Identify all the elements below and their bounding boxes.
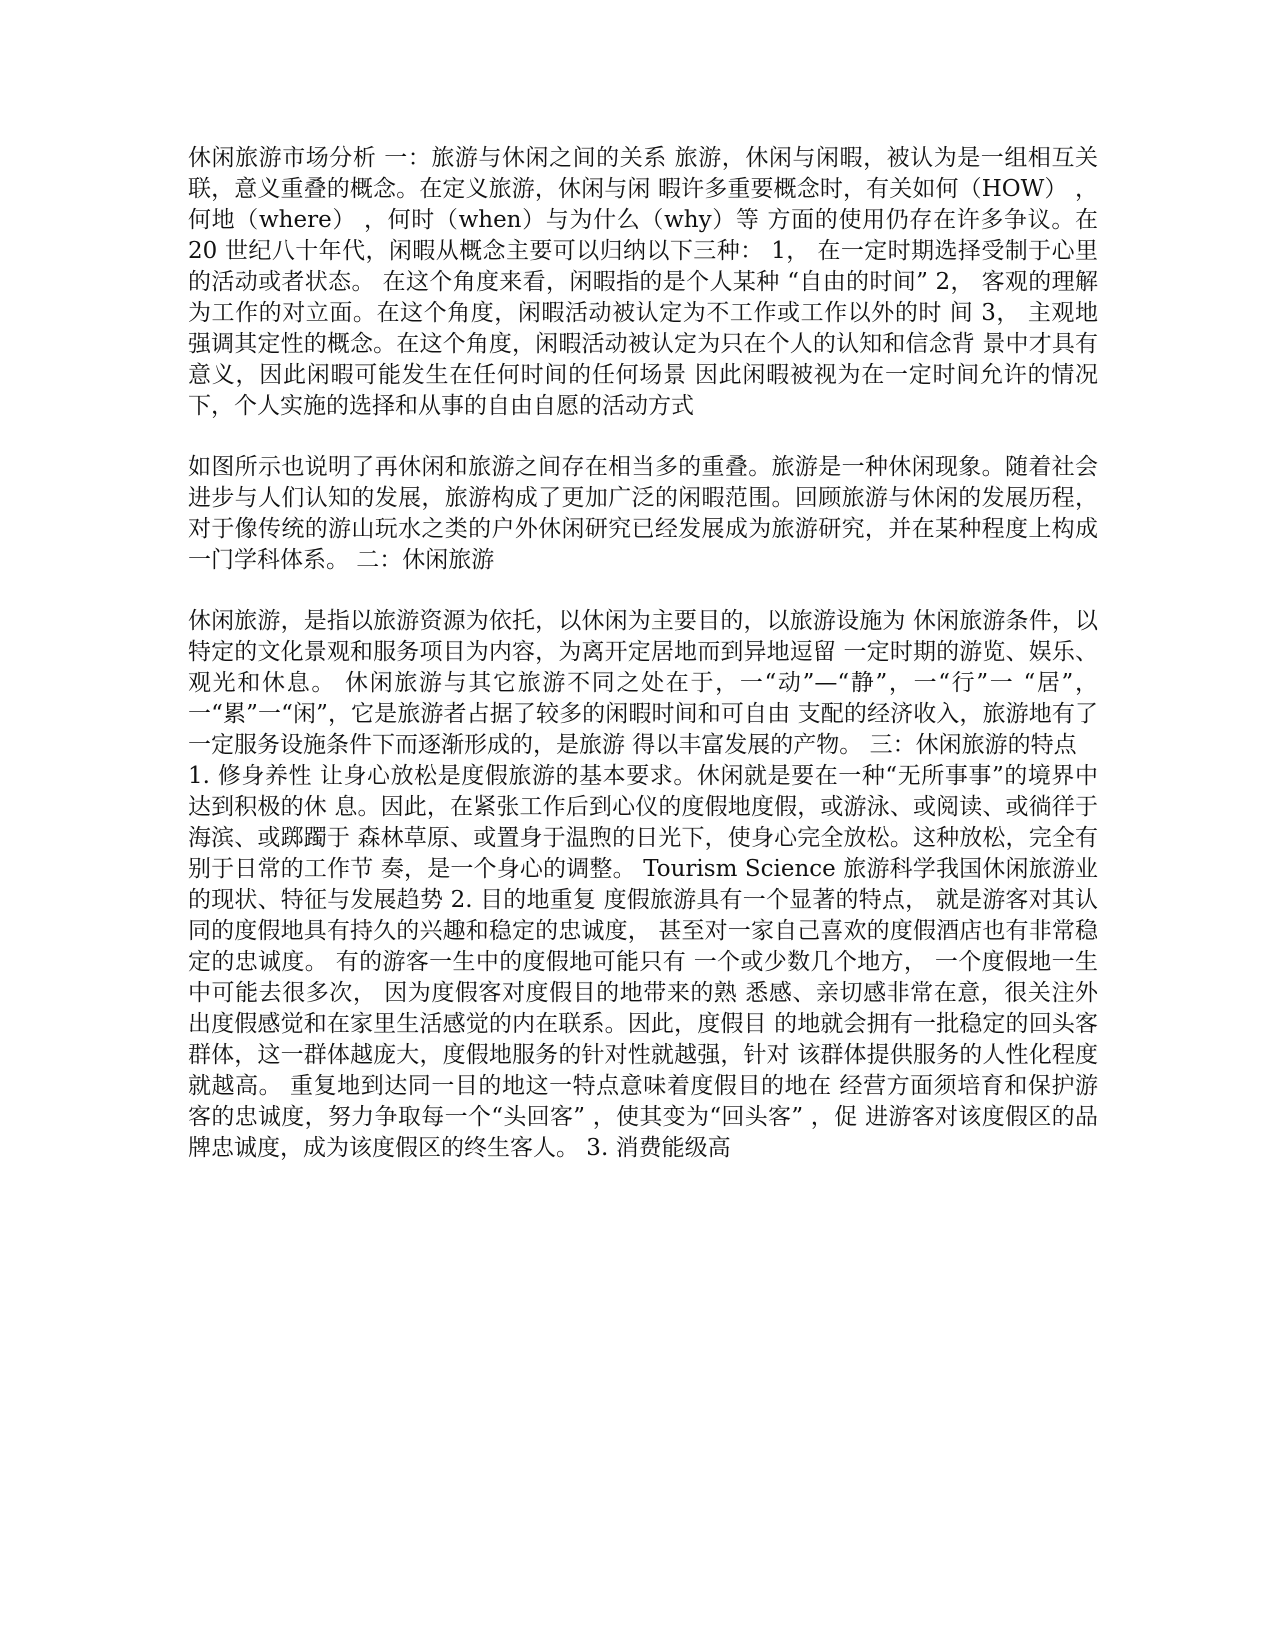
paragraph-overlap: 如图所示也说明了再休闲和旅游之间存在相当多的重叠。旅游是一种休闲现象。随着社会 进步与人们认知的发展，旅游构成了更加广泛的闲暇范围。回顾旅游与休闲的发展历程， 对于像传统的游山玩水之类的户外休闲研究已经发展成为旅游研究，并在某种程度上构成 一门学科体系。 二：休闲旅游 xyxy=(188,454,1098,573)
paragraph-leisure-relationship: 休闲旅游市场分析 一：旅游与休闲之间的关系 旅游，休闲与闲暇，被认为是一组相互关联，意义重叠的概念。在定义旅游，休闲与闲 暇许多重要概念时，有关如何（HOW） ，何地（where） ，何时（when）与为什么（why）等 方面的使用仍存在许多争议。在 20 世纪八十年代，闲暇从概念主要可以归纳以下三种： 1， 在一定时期选择受制于心里的活动或者状态。 在这个角度来看，闲暇指的是个人某种 “自由的时间” 2， 客观的理解为工作的对立面。在这个角度，闲暇活动被认定为不工作或工作以外的时 间 3， 主观地强调其定性的概念。在这个角度，闲暇活动被认定为只在个人的认知和信念背 景中才具有意义，因此闲暇可能发生在任何时间的任何场景 因此闲暇被视为在一定时间允许的情况下，个人实施的选择和从事的自由自愿的活动方式 xyxy=(188,145,1098,419)
paragraph-characteristics: 1. 修身养性 让身心放松是度假旅游的基本要求。休闲就是要在一种“无所事事”的境界中达到积极的休 息。因此，在紧张工作后到心仪的度假地度假，或游泳、或阅读、或徜徉于海滨、或踯躅于 森林草原、或置身于温煦的日光下，使身心完全放松。这种放松，完全有别于日常的工作节 奏，是一个身心的调整。 Tourism Science 旅游科学我国休闲旅游业的现状、特征与发展趋势 2. 目的地重复 度假旅游具有一个显著的特点， 就是游客对其认同的度假地具有持久的兴趣和稳定的忠诚度， 甚至对一家自己喜欢的度假酒店也有非常稳定的忠诚度。 有的游客一生中的度假地可能只有 一个或少数几个地方， 一个度假地一生中可能去很多次， 因为度假客对度假目的地带来的熟 悉感、亲切感非常在意，很关注外出度假感觉和在家里生活感觉的内在联系。因此，度假目 的地就会拥有一批稳定的回头客群体，这一群体越庞大，度假地服务的针对性就越强，针对 该群体提供服务的人性化程度就越高。 重复地到达同一目的地这一特点意味着度假目的地在 经营方面须培育和保护游客的忠诚度，努力争取每一个“头回客” ，使其变为“回头客” ，促 进游客对该度假区的品牌忠诚度，成为该度假区的终生客人。 3. 消费能级高 xyxy=(188,763,1098,1161)
document-page xyxy=(188,143,1098,1164)
paragraph-leisure-tourism-definition: 休闲旅游，是指以旅游资源为依托，以休闲为主要目的，以旅游设施为 休闲旅游条件，以特定的文化景观和服务项目为内容，为离开定居地而到异地逗留 一定时期的游览、娱乐、观光和休息。 休闲旅游与其它旅游不同之处在于，一“动”—“静”，一“行”一 “居”，一“累”一“闲”，它是旅游者占据了较多的闲暇时间和可自由 支配的经济收入，旅游地有了一定服务设施条件下而逐渐形成的，是旅游 得以丰富发展的产物。 三：休闲旅游的特点 xyxy=(188,608,1098,758)
